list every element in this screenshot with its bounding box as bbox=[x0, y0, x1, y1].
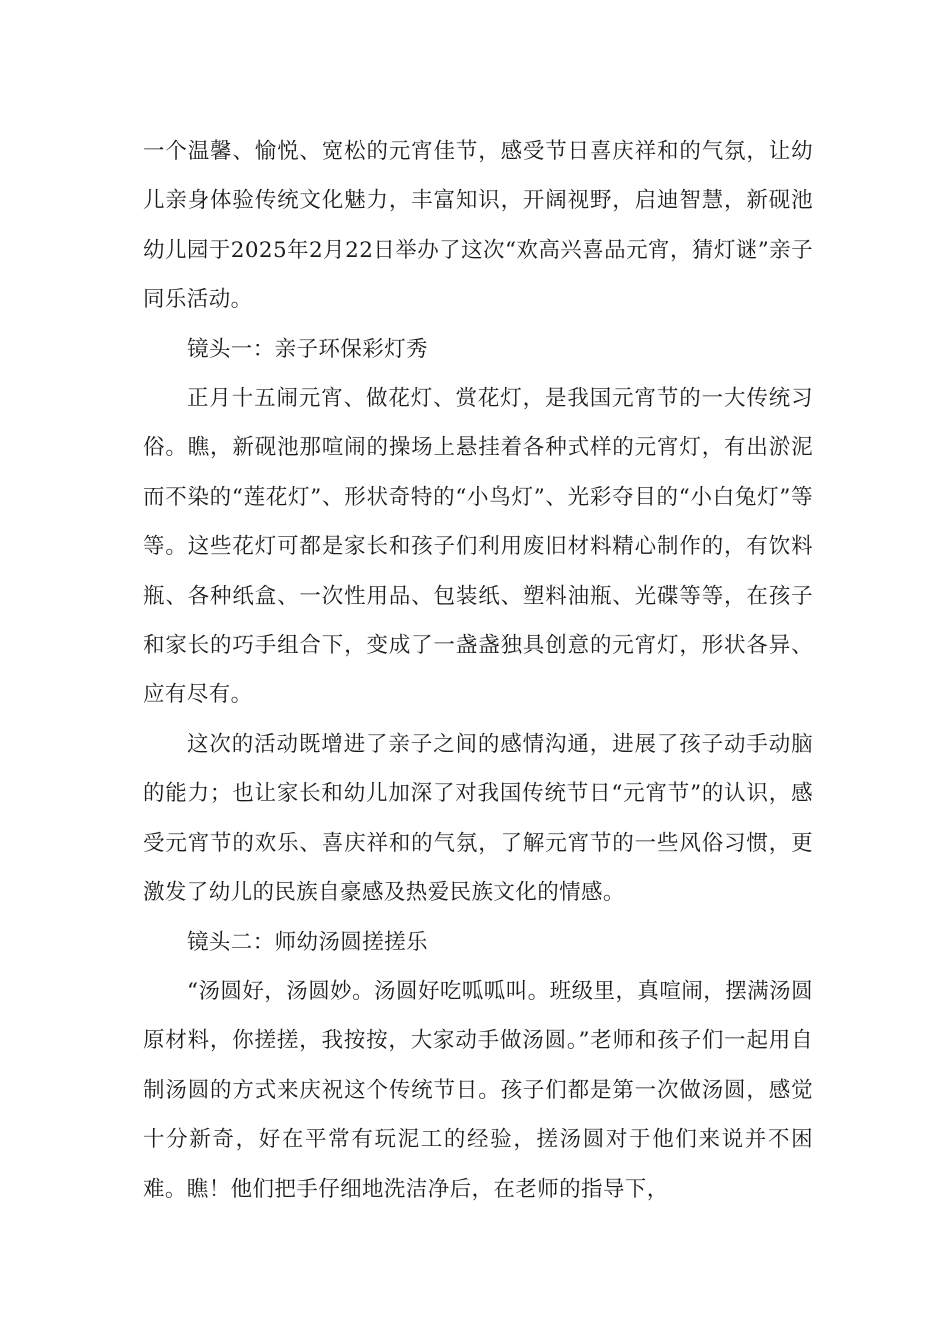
intro-paragraph: 一个温馨、愉悦、宽松的元宵佳节，感受节日喜庆祥和的气氛，让幼儿亲身体验传统文化魅力，丰富知识，开阔视野，启迪智慧，新砚池幼儿园于2025年2月22日举办了这次“欢高兴喜品元宵，猜灯谜”亲子同乐活动。 bbox=[143, 139, 813, 313]
section-heading-2: 镜头二：师幼汤圆搓搓乐 bbox=[187, 929, 428, 955]
section1-paragraph-2: 这次的活动既增进了亲子之间的感情沟通，进展了孩子动手动脑的能力；也让家长和幼儿加深了对我国传统节日“元宵节”的认识，感受元宵节的欢乐、喜庆祥和的气氛，了解元宵节的一些风俗习惯，更激发了幼儿的民族自豪感及热爱民族文化的情感。 bbox=[143, 731, 813, 906]
section2-paragraph-1: “汤圆好，汤圆妙。汤圆好吃呱呱叫。班级里，真喧闹，摆满汤圆原材料，你搓搓，我按按，大家动手做汤圆。”老师和孩子们一起用自制汤圆的方式来庆祝这个传统节日。孩子们都是第一次做汤圆，感觉十分新奇，好在平常有玩泥工的经验，搓汤圆对于他们来说并不困难。瞧！他们把手仔细地洗洁净后，在老师的指导下， bbox=[143, 978, 813, 1202]
section1-paragraph-1: 正月十五闹元宵、做花灯、赏花灯，是我国元宵节的一大传统习俗。瞧，新砚池那喧闹的操场上悬挂着各种式样的元宵灯，有出淤泥而不染的“莲花灯”、形状奇特的“小鸟灯”、光彩夺目的“小白兔灯”等等。这些花灯可都是家长和孩子们利用废旧材料精心制作的，有饮料瓶、各种纸盒、一次性用品、包装纸、塑料油瓶、光碟等等，在孩子和家长的巧手组合下，变成了一盏盏独具创意的元宵灯，形状各异、应有尽有。 bbox=[143, 386, 813, 708]
document-body bbox=[143, 127, 813, 1214]
section-heading-1: 镜头一：亲子环保彩灯秀 bbox=[187, 336, 428, 362]
